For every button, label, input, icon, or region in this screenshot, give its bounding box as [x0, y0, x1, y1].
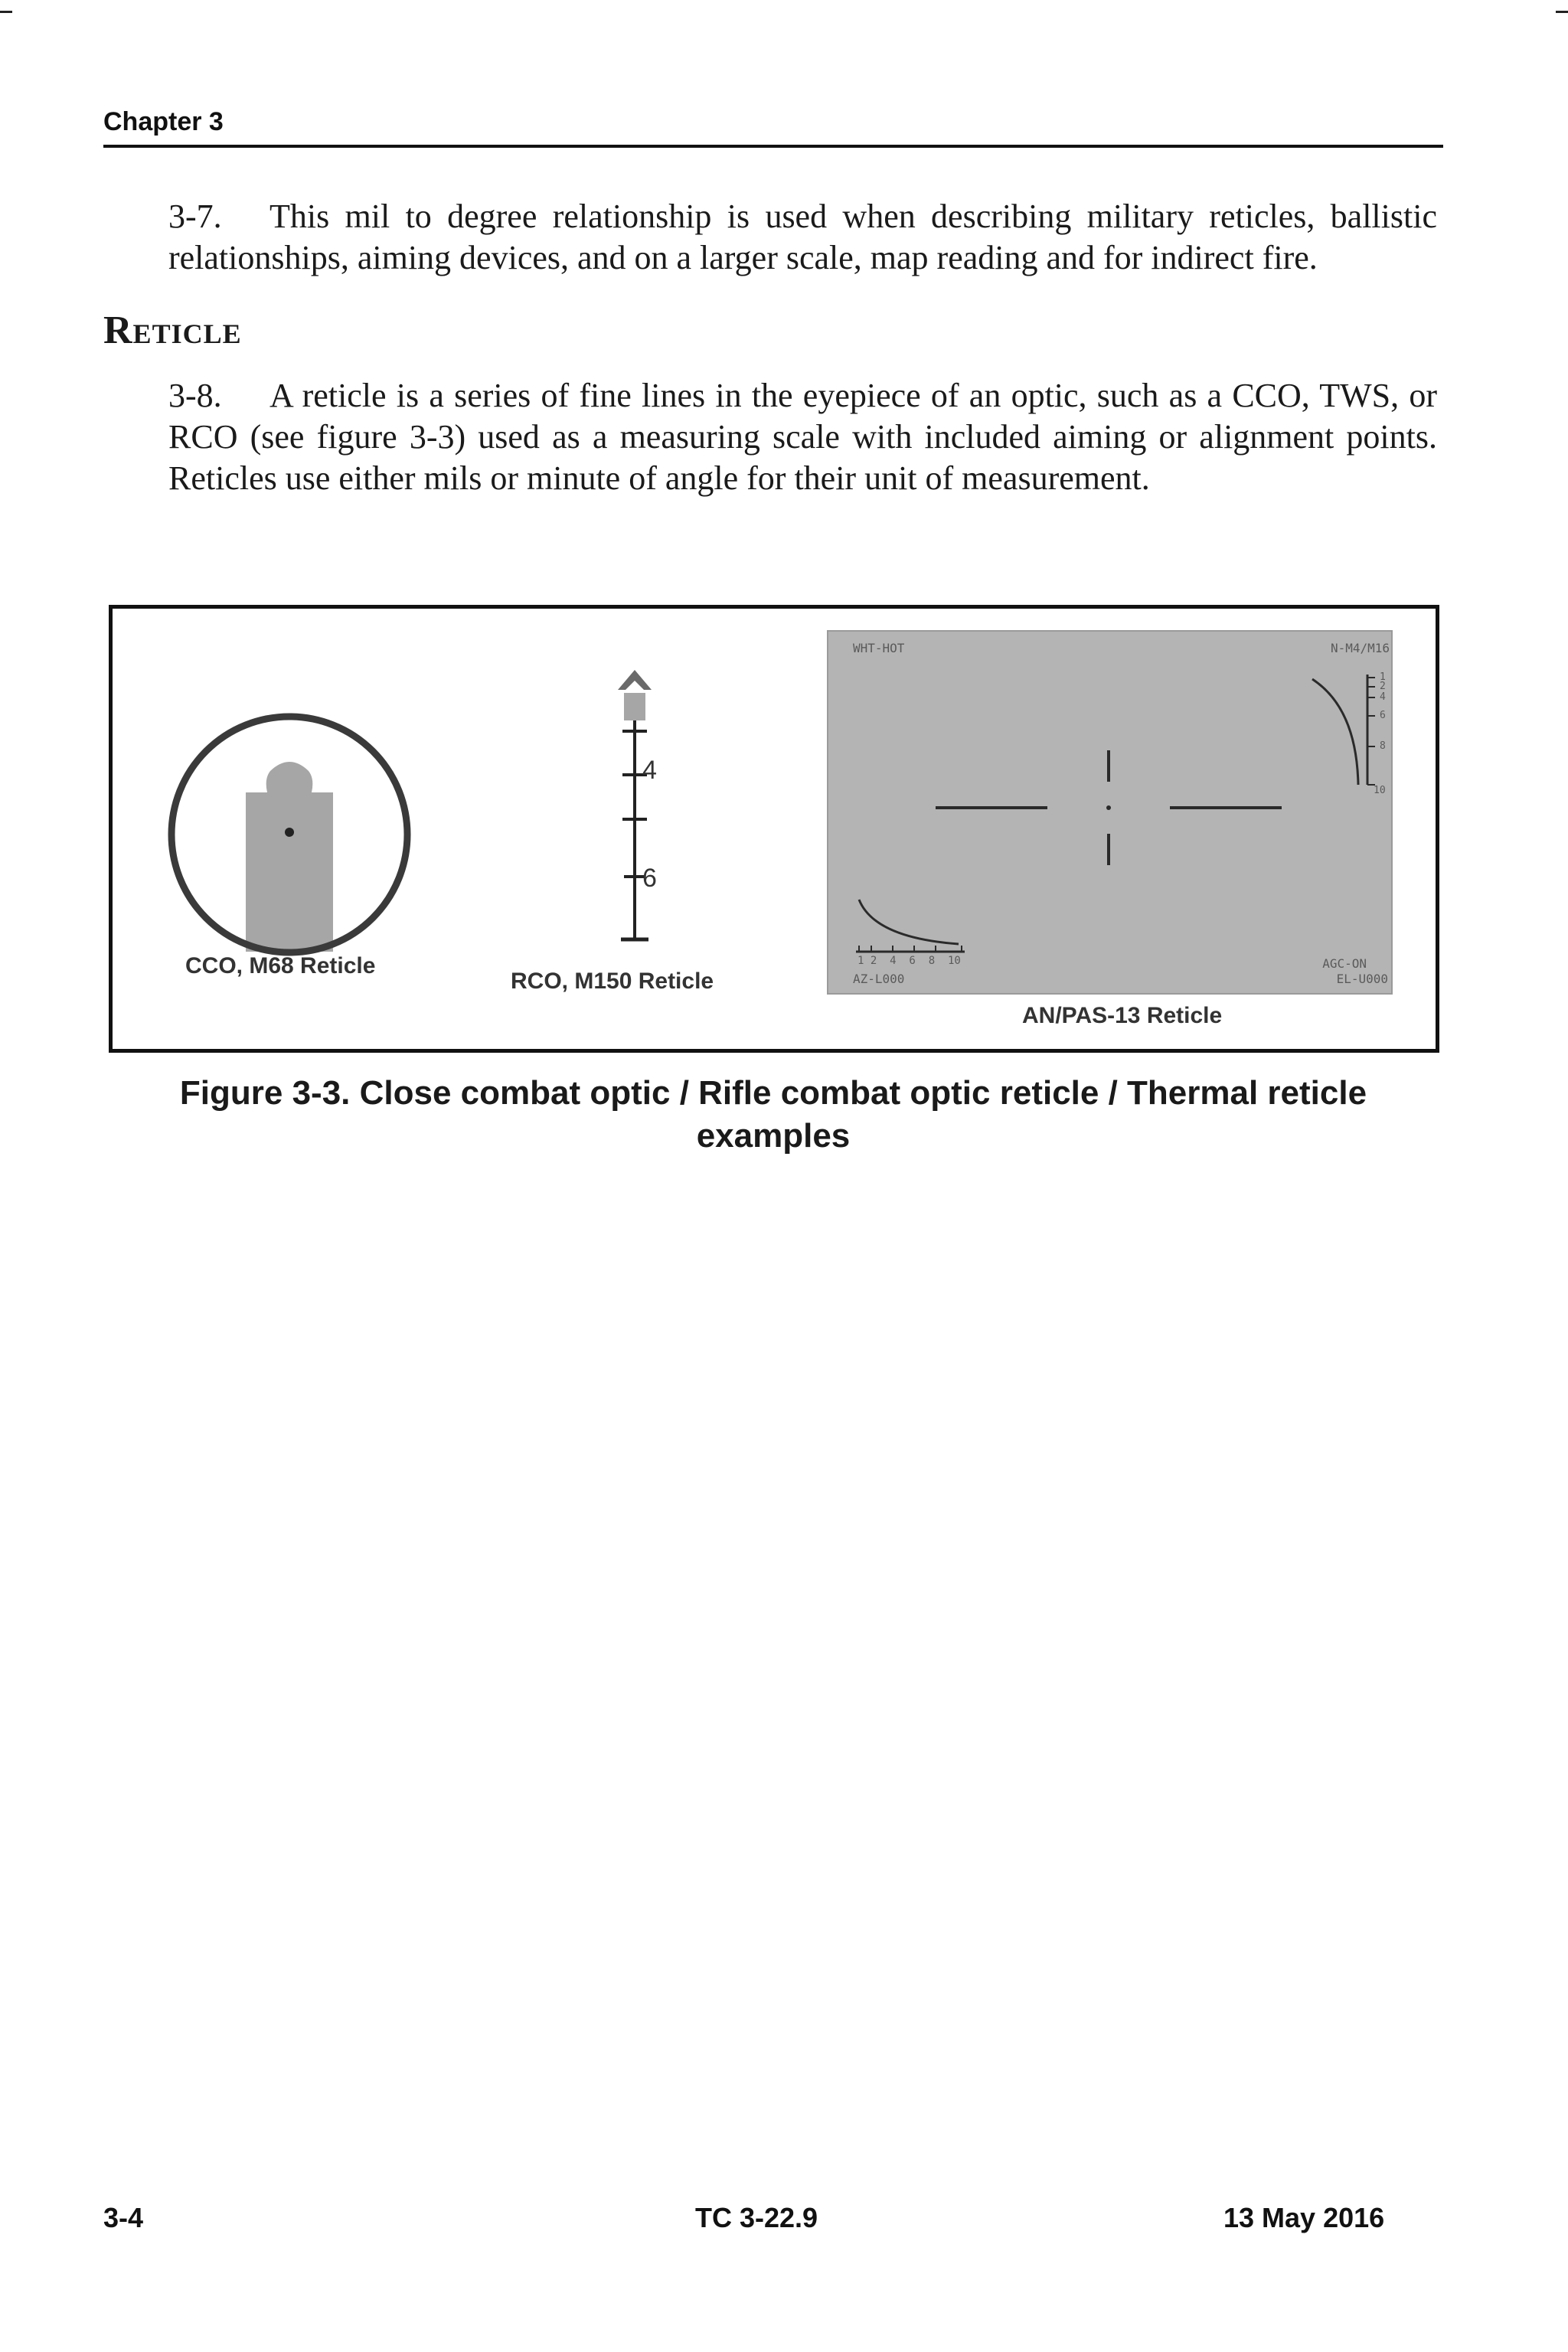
thermal-polarity: WHT-HOT	[853, 641, 905, 655]
figure-3-3	[109, 605, 1439, 1053]
thermal-range-8: 8	[1380, 740, 1386, 752]
page-number: 3-4	[103, 2202, 144, 2233]
cco-target-silhouette	[246, 762, 333, 952]
thermal-crosshair	[828, 632, 1391, 993]
thermal-reticle-display	[827, 630, 1393, 995]
paragraph-3-8	[168, 375, 1437, 499]
paragraph-text: A reticle is a series of fine lines in the eyepiece of an optic, such as a CCO, TWS, or RCO (see figure 3-3) used as a measuring scale with included aiming or alignment points. Reticles use either mils or minute of angle for their unit of measurement.	[168, 377, 1437, 497]
thermal-azimuth: AZ-L000	[853, 972, 905, 986]
cco-aim-dot	[285, 828, 294, 837]
publication-id: TC 3-22.9	[695, 2202, 818, 2233]
thermal-range-1: 1	[1380, 671, 1386, 683]
cco-label: CCO, M68 Reticle	[185, 953, 376, 978]
rco-tick-label-4: 4	[642, 756, 657, 785]
thermal-label: AN/PAS-13 Reticle	[1022, 1003, 1223, 1028]
figure-caption: Figure 3-3. Close combat optic / Rifle combat optic reticle / Thermal reticle examples	[179, 1074, 1367, 1155]
rco-reticle-image	[587, 655, 694, 961]
paragraph-text: This mil to degree relationship is used when describing military reticles, ballistic relationships, aiming devices, and on a larger scale, map reading and for indirect fire.	[168, 198, 1437, 276]
paragraph-number: 3-7.	[168, 198, 222, 235]
thermal-weapon: N-M4/M16	[1330, 641, 1390, 655]
paragraph-number: 3-8.	[168, 377, 222, 414]
thermal-elevation: EL-U000	[1336, 972, 1388, 986]
rco-chevron	[618, 670, 652, 690]
rco-target	[624, 693, 645, 720]
header-rule	[103, 145, 1443, 148]
paragraph-3-7	[168, 196, 1437, 279]
running-head: Chapter 3	[103, 107, 224, 136]
rco-tick-label-6: 6	[642, 864, 657, 893]
publication-date: 13 May 2016	[1223, 2202, 1385, 2233]
thermal-bottom-scale: 1 2 4 6 8 10	[858, 955, 961, 967]
thermal-range-10: 10	[1374, 785, 1386, 796]
crop-mark-left	[0, 11, 12, 13]
crop-mark-right	[1556, 11, 1568, 13]
section-heading: Reticle	[103, 309, 242, 352]
cco-reticle-image	[163, 708, 416, 961]
thermal-range-6: 6	[1380, 710, 1386, 721]
thermal-range-2: 2	[1380, 681, 1386, 692]
thermal-agc-status: AGC-ON	[1322, 956, 1367, 971]
thermal-range-4: 4	[1380, 691, 1386, 703]
rco-label: RCO, M150 Reticle	[511, 969, 714, 994]
